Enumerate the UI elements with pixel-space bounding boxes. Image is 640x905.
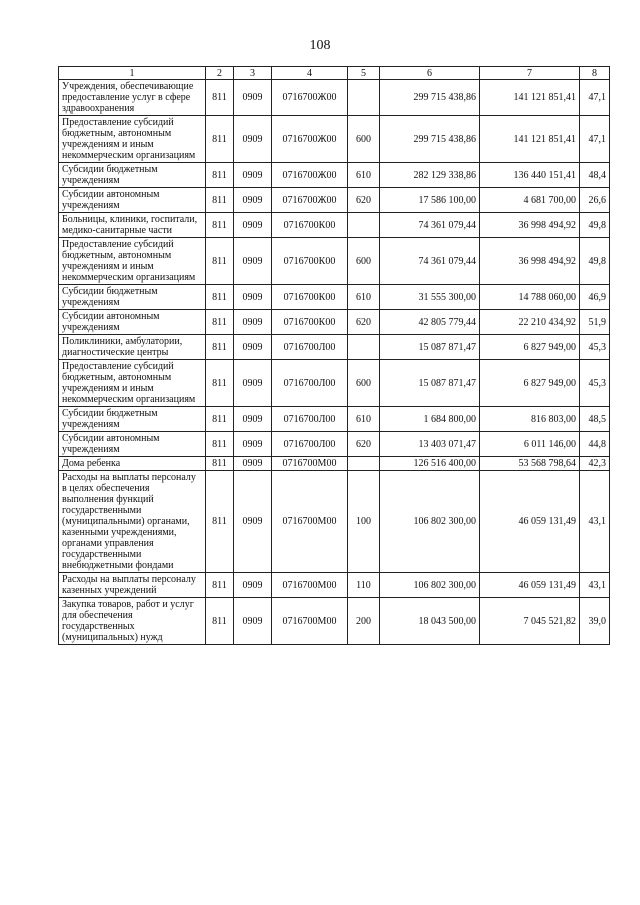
cell-code-target: 0716700М00 [272,573,348,598]
cell-code-type: 110 [348,573,380,598]
cell-code-section: 0909 [234,310,272,335]
cell-exec-amount: 7 045 521,82 [480,598,580,645]
cell-code-section: 0909 [234,335,272,360]
cell-code-target: 0716700М00 [272,457,348,471]
cell-code-admin: 811 [206,432,234,457]
table-row [59,407,610,432]
cell-code-admin: 811 [206,213,234,238]
cell-code-type [348,80,380,116]
cell-plan-amount: 282 129 338,86 [380,163,480,188]
cell-percent: 43,1 [580,573,610,598]
table-row [59,213,610,238]
cell-code-target: 0716700Л00 [272,360,348,407]
cell-code-admin: 811 [206,238,234,285]
cell-name: Субсидии бюджетным учреждениям [59,407,206,432]
table-row [59,80,610,116]
cell-code-type: 200 [348,598,380,645]
cell-code-type: 620 [348,432,380,457]
cell-percent: 42,3 [580,457,610,471]
cell-code-target: 0716700К00 [272,238,348,285]
cell-plan-amount: 18 043 500,00 [380,598,480,645]
cell-exec-amount: 36 998 494,92 [480,213,580,238]
cell-code-section: 0909 [234,471,272,573]
cell-code-section: 0909 [234,457,272,471]
cell-plan-amount: 13 403 071,47 [380,432,480,457]
budget-table [58,66,610,645]
cell-code-admin: 811 [206,598,234,645]
cell-plan-amount: 31 555 300,00 [380,285,480,310]
cell-code-type: 610 [348,285,380,310]
cell-exec-amount: 4 681 700,00 [480,188,580,213]
cell-code-type [348,335,380,360]
table-row [59,335,610,360]
cell-name: Субсидии автономным учреждениям [59,310,206,335]
cell-code-section: 0909 [234,163,272,188]
cell-exec-amount: 53 568 798,64 [480,457,580,471]
cell-code-type [348,457,380,471]
cell-code-admin: 811 [206,310,234,335]
cell-name: Закупка товаров, работ и услуг для обеспечения государственных (муниципальных) нужд [59,598,206,645]
cell-name: Предоставление субсидий бюджетным, автономным учреждениям и иным некоммерческим организациям [59,238,206,285]
col-header-4: 4 [272,67,348,80]
cell-code-type: 600 [348,116,380,163]
cell-plan-amount: 15 087 871,47 [380,360,480,407]
cell-code-section: 0909 [234,285,272,310]
cell-percent: 48,4 [580,163,610,188]
cell-code-section: 0909 [234,213,272,238]
table-row [59,238,610,285]
cell-code-type: 600 [348,238,380,285]
cell-exec-amount: 141 121 851,41 [480,116,580,163]
cell-name: Предоставление субсидий бюджетным, автономным учреждениям и иным некоммерческим организациям [59,360,206,407]
cell-name: Расходы на выплаты персоналу казенных учреждений [59,573,206,598]
cell-exec-amount: 46 059 131,49 [480,471,580,573]
cell-name: Больницы, клиники, госпитали, медико-санитарные части [59,213,206,238]
cell-code-type: 620 [348,188,380,213]
cell-code-section: 0909 [234,188,272,213]
cell-code-target: 0716700Л00 [272,407,348,432]
cell-code-type: 610 [348,407,380,432]
col-header-3: 3 [234,67,272,80]
cell-code-target: 0716700Ж00 [272,188,348,213]
cell-exec-amount: 14 788 060,00 [480,285,580,310]
cell-plan-amount: 106 802 300,00 [380,573,480,598]
col-header-1: 1 [59,67,206,80]
cell-plan-amount: 299 715 438,86 [380,116,480,163]
cell-exec-amount: 6 827 949,00 [480,335,580,360]
col-header-8: 8 [580,67,610,80]
cell-code-target: 0716700Л00 [272,432,348,457]
cell-name: Расходы на выплаты персоналу в целях обеспечения выполнения функций государственными (муниципальными) органами, казенными учреждениями, органами управления государственными внебюджетными фондами [59,471,206,573]
cell-code-admin: 811 [206,285,234,310]
cell-percent: 45,3 [580,335,610,360]
cell-code-admin: 811 [206,335,234,360]
cell-code-target: 0716700К00 [272,285,348,310]
table-row [59,188,610,213]
cell-percent: 48,5 [580,407,610,432]
cell-percent: 45,3 [580,360,610,407]
cell-name: Поликлиники, амбулатории, диагностические центры [59,335,206,360]
cell-plan-amount: 74 361 079,44 [380,213,480,238]
table-row [59,360,610,407]
cell-code-section: 0909 [234,598,272,645]
cell-plan-amount: 299 715 438,86 [380,80,480,116]
cell-name: Субсидии бюджетным учреждениям [59,285,206,310]
cell-exec-amount: 36 998 494,92 [480,238,580,285]
cell-plan-amount: 126 516 400,00 [380,457,480,471]
page-number: 108 [309,38,331,53]
cell-exec-amount: 46 059 131,49 [480,573,580,598]
cell-name: Субсидии автономным учреждениям [59,432,206,457]
table-row [59,285,610,310]
cell-exec-amount: 136 440 151,41 [480,163,580,188]
cell-percent: 49,8 [580,238,610,285]
cell-exec-amount: 6 827 949,00 [480,360,580,407]
cell-code-admin: 811 [206,457,234,471]
cell-percent: 39,0 [580,598,610,645]
cell-code-admin: 811 [206,407,234,432]
table-body [59,80,610,645]
cell-code-target: 0716700К00 [272,310,348,335]
cell-code-admin: 811 [206,116,234,163]
cell-code-section: 0909 [234,80,272,116]
cell-plan-amount: 1 684 800,00 [380,407,480,432]
cell-code-type [348,213,380,238]
col-header-6: 6 [380,67,480,80]
table-row [59,163,610,188]
table-row [59,310,610,335]
cell-code-target: 0716700Ж00 [272,80,348,116]
table-row [59,598,610,645]
cell-percent: 49,8 [580,213,610,238]
cell-name: Субсидии бюджетным учреждениям [59,163,206,188]
cell-code-target: 0716700Ж00 [272,116,348,163]
cell-code-type: 610 [348,163,380,188]
table-row [59,471,610,573]
col-header-7: 7 [480,67,580,80]
cell-name: Учреждения, обеспечивающие предоставление услуг в сфере здравоохранения [59,80,206,116]
cell-code-section: 0909 [234,407,272,432]
cell-code-admin: 811 [206,360,234,407]
cell-name: Предоставление субсидий бюджетным, автономным учреждениям и иным некоммерческим организациям [59,116,206,163]
cell-code-type: 620 [348,310,380,335]
cell-code-section: 0909 [234,360,272,407]
cell-code-target: 0716700К00 [272,213,348,238]
cell-plan-amount: 106 802 300,00 [380,471,480,573]
cell-exec-amount: 816 803,00 [480,407,580,432]
cell-plan-amount: 17 586 100,00 [380,188,480,213]
col-header-5: 5 [348,67,380,80]
cell-plan-amount: 42 805 779,44 [380,310,480,335]
cell-percent: 43,1 [580,471,610,573]
header-row [59,67,610,80]
cell-code-section: 0909 [234,432,272,457]
cell-percent: 51,9 [580,310,610,335]
cell-code-target: 0716700М00 [272,471,348,573]
cell-percent: 46,9 [580,285,610,310]
cell-code-section: 0909 [234,116,272,163]
cell-plan-amount: 74 361 079,44 [380,238,480,285]
cell-code-admin: 811 [206,163,234,188]
cell-code-admin: 811 [206,471,234,573]
cell-code-section: 0909 [234,238,272,285]
table-row [59,116,610,163]
cell-code-target: 0716700Л00 [272,335,348,360]
table-row [59,432,610,457]
col-header-2: 2 [206,67,234,80]
cell-name: Субсидии автономным учреждениям [59,188,206,213]
cell-code-admin: 811 [206,573,234,598]
cell-name: Дома ребенка [59,457,206,471]
cell-percent: 47,1 [580,80,610,116]
cell-code-type: 100 [348,471,380,573]
cell-plan-amount: 15 087 871,47 [380,335,480,360]
cell-code-target: 0716700Ж00 [272,163,348,188]
cell-code-admin: 811 [206,80,234,116]
cell-code-admin: 811 [206,188,234,213]
cell-percent: 47,1 [580,116,610,163]
cell-code-type: 600 [348,360,380,407]
cell-code-target: 0716700М00 [272,598,348,645]
cell-percent: 26,6 [580,188,610,213]
cell-code-section: 0909 [234,573,272,598]
cell-exec-amount: 141 121 851,41 [480,80,580,116]
cell-exec-amount: 6 011 146,00 [480,432,580,457]
table-row [59,573,610,598]
cell-percent: 44,8 [580,432,610,457]
table-row [59,457,610,471]
cell-exec-amount: 22 210 434,92 [480,310,580,335]
